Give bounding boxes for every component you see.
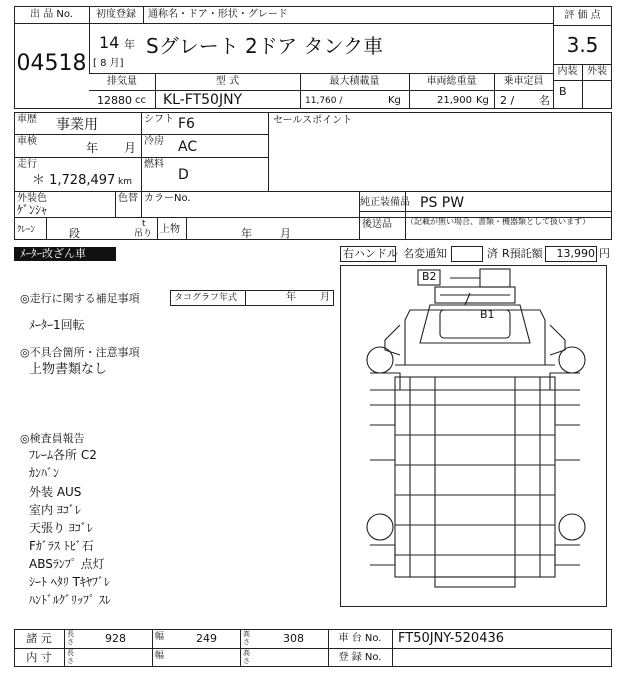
gross-weight-label: 車両総重量 [426, 76, 477, 87]
mark-b2: B2 [422, 270, 437, 283]
name-change-label: 名変通知 [403, 247, 447, 260]
inspector-item: ﾌﾚｰﾑ各所 C2 [29, 448, 97, 462]
upper-month: 月 [280, 227, 291, 240]
inspector-item: ｼｰﾄ ﾍﾀﾘ Tｷﾔﾌﾞﾚ [29, 575, 110, 589]
shift-value: F6 [178, 116, 195, 132]
displacement-value: 12880 [97, 94, 132, 107]
reg-no-label: 登 録 No. [338, 652, 382, 663]
score-label: 評 価 点 [564, 10, 601, 21]
interior-grade: B [559, 85, 567, 98]
height-value: 308 [283, 632, 304, 645]
chassis-value: FT50JNY-520436 [398, 631, 505, 646]
capacity-value: 2 / [500, 94, 515, 107]
length-value: 928 [105, 632, 126, 645]
defect-title: ◎不具合箇所・注意事項 [20, 346, 140, 359]
interior-label: 内装 [557, 66, 578, 77]
equip-label: 純正装備品 [360, 197, 410, 208]
inspector-item: ｶﾝﾊﾞﾝ [29, 466, 60, 480]
inspector-item: ABSﾗﾝﾌﾟ 点灯 [29, 557, 105, 571]
tank-body [395, 377, 555, 577]
displacement-label: 排気量 [107, 76, 137, 87]
aftermarket-note: （記載が無い場合、書類・機器類として扱います） [406, 217, 590, 226]
car-name: Sグレート 2ドア タンク車 [146, 34, 384, 58]
mileage-unit: km [118, 177, 132, 187]
max-load-value: 11,760 / [305, 96, 343, 106]
exterior-label: 外装 [587, 66, 607, 77]
crane-stage: 段 [69, 227, 80, 240]
front-right-wheel [559, 347, 585, 373]
tacho-year: 年 [286, 292, 296, 303]
inspector-item: ﾊﾝﾄﾞﾙｸﾞﾘｯﾌﾟ ｽﾚ [29, 593, 111, 607]
width-label: 幅 [155, 632, 165, 642]
fuel-value: D [178, 167, 189, 183]
aircon-value: AC [178, 139, 198, 155]
driving-note: ﾒｰﾀｰ1回転 [29, 318, 85, 332]
rear-bumper [435, 577, 515, 587]
tacho-label: タコグラフ年式 [174, 293, 238, 303]
displacement-unit: cc [135, 95, 146, 106]
history-label: 車歴 [17, 114, 37, 125]
recycle-label: R預託額 [502, 247, 543, 260]
crane-label: ｸﾚｰﾝ [17, 225, 36, 235]
width-value: 249 [196, 632, 217, 645]
gross-weight-unit: Kg [476, 95, 489, 106]
score-value: 3.5 [566, 33, 599, 57]
windshield [440, 310, 510, 338]
length-label: 長さ [67, 630, 74, 646]
inspection-year: 年 [86, 141, 99, 155]
inspection-label: 車検 [17, 136, 37, 147]
recycle-symbol: 済 [487, 247, 498, 260]
reg-year-unit: 年 [124, 38, 135, 51]
sales-point-label: セールスポイント [273, 115, 353, 126]
recycle-unit: 円 [599, 247, 610, 260]
aftermarket-label: 後送品 [362, 219, 392, 230]
lot-label: 出 品 No. [30, 9, 73, 20]
driving-title: ◎走行に関する補足事項 [20, 292, 140, 305]
model-label: 型 式 [215, 76, 240, 87]
mileage-value: ＊ 1,728,497 [32, 173, 116, 188]
reg-year: 14 [99, 33, 120, 52]
inspector-item: 天張り ﾖｺﾞﾚ [29, 521, 93, 535]
first-reg-label: 初度登録 [96, 9, 136, 20]
max-load-unit: Kg [388, 95, 401, 106]
height-label-inner: 高さ [243, 649, 250, 665]
shift-label: シフト [144, 114, 174, 125]
history-value: 事業用 [56, 117, 98, 133]
dims-label: 諸 元 [26, 632, 52, 645]
inspector-item: 外装 AUS [29, 485, 82, 499]
upper-label: 上物 [160, 224, 180, 235]
model-value: KL-FT50JNY [163, 92, 243, 108]
width-label-inner: 幅 [155, 651, 165, 661]
front-left-wheel [367, 347, 393, 373]
ext-color-label: 外装色 [17, 193, 47, 204]
capacity-unit: 名 [539, 94, 550, 107]
inspector-title: ◎検査員報告 [20, 432, 85, 445]
tacho-month: 月 [320, 292, 330, 303]
reg-month: [ 8 月] [93, 58, 124, 69]
gross-weight-value: 21,900 [437, 95, 472, 106]
crane-t: t [142, 219, 146, 229]
defect-note: 上物書類なし [29, 362, 108, 377]
capacity-label: 乗車定員 [503, 76, 544, 87]
rear-right-wheel [559, 514, 585, 540]
lot-number: 04518 [16, 51, 87, 76]
equip-value: PS PW [420, 195, 465, 211]
chassis-label: 車 台 No. [338, 633, 382, 644]
max-load-label: 最大積載量 [329, 76, 380, 87]
color-change-label: 色替 [118, 193, 138, 204]
aircon-label: 冷房 [144, 136, 164, 147]
crane-hoist: 吊り [134, 229, 153, 239]
name-label: 通称名・ドア・形状・グレード [148, 9, 288, 20]
color-no-label: カラーNo. [144, 193, 191, 204]
length-label-inner: 長さ [67, 649, 74, 665]
inner-label: 内 寸 [26, 651, 52, 664]
mark-b1: B1 [480, 308, 495, 321]
inspector-item: 室内 ﾖｺﾞﾚ [29, 503, 81, 517]
ext-color-value: ｹﾞﾝｼｬ [17, 203, 48, 217]
name-change-box [451, 246, 483, 262]
steering-value: 右ハンドル [343, 247, 398, 260]
inspection-month: 月 [124, 141, 137, 155]
inspector-item: Fｶﾞﾗｽ ﾄﾋﾞ石 [29, 539, 94, 553]
tamper-badge: ﾒｰﾀｰ改ざん車 [14, 247, 116, 261]
fuel-label: 燃料 [144, 159, 164, 170]
upper-year: 年 [241, 227, 252, 240]
recycle-amount: 13,990 [556, 247, 595, 260]
height-label: 高さ [243, 630, 250, 646]
mileage-label: 走行 [17, 159, 37, 170]
truck-diagram [340, 265, 607, 607]
rear-left-wheel [367, 514, 393, 540]
